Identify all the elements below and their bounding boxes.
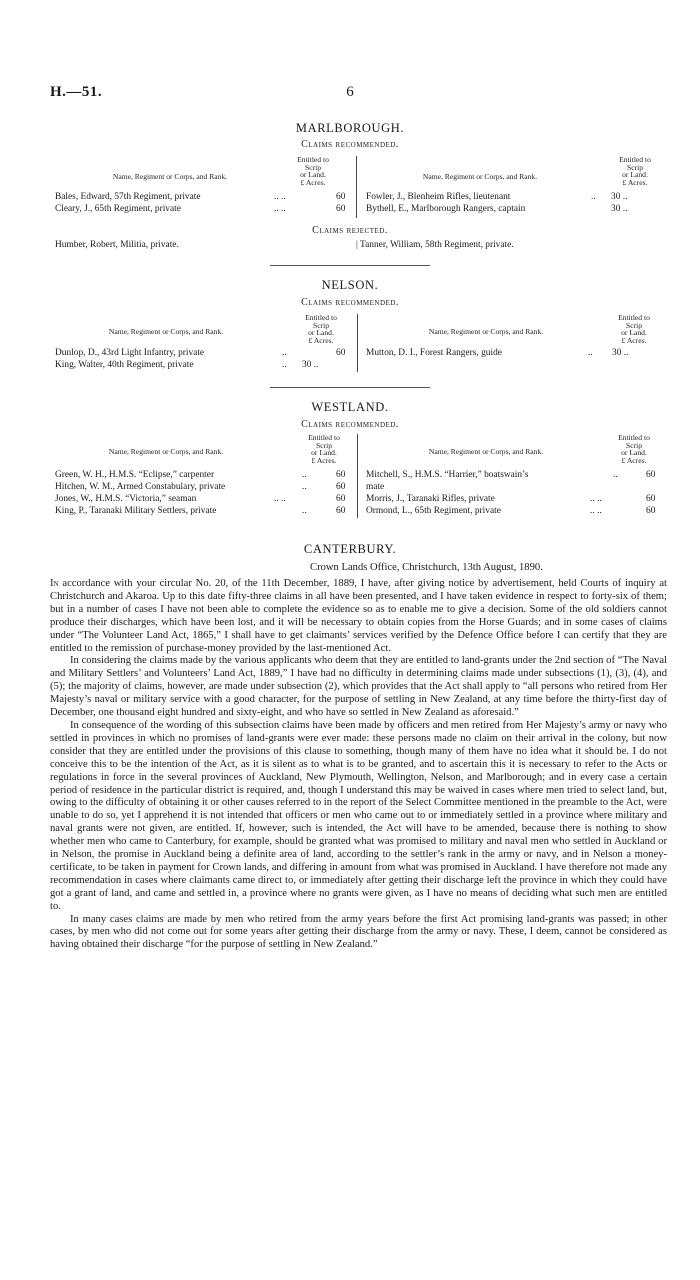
- claim-dots: ..: [302, 506, 307, 516]
- claim-value: 60: [646, 494, 656, 504]
- claim-value: 60: [336, 348, 346, 358]
- page-number: 6: [346, 84, 354, 100]
- claim-row: Mitchell, S., H.M.S. “Harrier,” boatswain’s: [366, 470, 529, 480]
- claim-row: Dunlop, D., 43rd Light Infantry, private: [55, 348, 205, 358]
- paragraph-1: In accordance with your circular No. 20, of the 11th December, 1889, I have, after giving notice by advertisement, held Courts of inquiry at Christchurch and Akaroa. Up to this date fifty-three claims in all have been presented, and I have taken evidence in respect to forty-six of them; but in a number of cases I have not been able to complete the evidence so as to enable me to give a decision. Some of the old soldiers cannot produce their discharges, which have been lost, and it will be necessary to obtain copies from the Horse Guards; and in some cases of claims under “The Volunteer Land Act, 1865,” I shall have to get claimants’ services verified by the Defence Office before I can certify that they are entitled to the remission of purchase-money provided by the last-mentioned Act.: [50, 578, 667, 654]
- column-head-name-right: Name, Regiment or Corps, and Rank.: [422, 172, 538, 181]
- claim-value: 30 ..: [611, 204, 628, 214]
- section-divider: [270, 387, 430, 388]
- paragraph-2: In considering the claims made by the various applicants who deem that they are entitled to land-grants under the 2nd section of “The Naval and Military Settlers’ and Volunteers’ Land Act, 1889,” I have had no difficulty in determining claims made under subsections (1), (3), (4), and (5); the majority of claims, however, are made under subsection (2), which provides that the Act shall apply to “all persons who retired from Her Majesty’s naval or military service with a good character, for the purpose of settling in New Zealand, at any time before the thirty-first day of December, one thousand eight hundred and sixty-eight, and who have so settled in New Zealand as aforesaid.”: [50, 655, 667, 719]
- column-head-name-left: Name, Regiment or Corps, and Rank.: [112, 172, 228, 181]
- claim-dots: ..: [302, 482, 307, 492]
- claim-row: Bythell, E., Marlborough Rangers, captain: [366, 204, 526, 214]
- claim-row: King, P., Taranaki Military Settlers, private: [55, 506, 217, 516]
- claim-value: 60: [336, 482, 346, 492]
- claim-row: Morris, J., Taranaki Rifles, private: [366, 494, 495, 504]
- column-head-name-right: Name, Regiment or Corps, and Rank.: [428, 447, 544, 456]
- claim-row: Bales, Edward, 57th Regiment, private: [55, 192, 201, 202]
- claim-value: 60: [336, 204, 346, 214]
- document-reference: H.—51.: [50, 84, 103, 100]
- claim-dots: ..: [588, 348, 593, 358]
- column-head-entitled-left: Entitled to Scrip or Land. £ Acres.: [308, 433, 340, 465]
- column-divider: [357, 434, 358, 518]
- column-head-entitled-right: Entitled to Scrip or Land. £ Acres.: [619, 155, 651, 187]
- section-title-marlborough: MARLBOROUGH.: [295, 121, 405, 135]
- claim-dots: ..: [282, 360, 287, 370]
- claim-value: 60: [336, 470, 346, 480]
- paragraph-3: In consequence of the wording of this subsection claims have been made by officers and men retired from Her Majesty’s army or navy who settled in provinces in which no promises of land-grants were ever made: these persons made no claim on their arrival in the colony, but now consider that they are entitled under the provisions of this clause to something, though many of them have no idea what it should be. I do not conceive this to be the intention of the Act, as it is silent as to what is to be granted, and to ascertain this it is necessary to refer to the Acts or regulations in force in the several provinces of Auckland, New Plymouth, Wellington, Nelson, and Marlborough; and in every case a certain period of residence in the particular district is required, and, though I understand this may be waived in cases where men tried to select land, but, owing to the difficulty of obtaining it or other causes referred to in the report of the Select Committee mentioned in the preamble to the Act, were unable to do so, yet I apprehend it is not intended that officers or men who came out to or immediately settled in a province where military and naval grants were not given, are entitled. If, however, such is intended, the Act will have to be amended, because there is nothing to show whether men who came to Canterbury, for example, should be granted what was promised to military and naval men who settled in Auckland or in Nelson, the promise in Auckland being a definite area of land, according to the settler’s rank in the army or navy, and in Nelson a money-certificate, to be taken in payment for Crown lands, and differing in amount from what was promised in Auckland. I have therefore not made any recommendation in cases where claimants came direct to, or immediately after getting their discharge left the province in which they could have got a grant of land, and came and settled in, a province where no grants were given, as I have no means of deciding what such men are entitled to.: [50, 719, 667, 912]
- claim-value: 60: [646, 470, 656, 480]
- column-head-entitled-left: Entitled to Scrip or Land. £ Acres.: [297, 155, 329, 187]
- column-head-entitled-right: Entitled to Scrip or Land. £ Acres.: [618, 313, 650, 345]
- claim-dots: .. ..: [274, 204, 286, 214]
- column-divider: [357, 314, 358, 372]
- claim-dots: .. ..: [590, 494, 602, 504]
- claim-value: 60: [336, 494, 346, 504]
- canterbury-report-body: [50, 578, 667, 952]
- claim-row: mate: [366, 482, 385, 492]
- claim-dots: ..: [282, 348, 287, 358]
- claim-row: Jones, W., H.M.S. “Victoria,” seaman: [55, 494, 197, 504]
- claim-dots: .. ..: [590, 506, 602, 516]
- claim-dots: ..: [591, 192, 596, 202]
- claim-dots: .. ..: [274, 494, 286, 504]
- dateline: Crown Lands Office, Christchurch, 13th August, 1890.: [310, 562, 543, 573]
- claim-row: Ormond, L., 65th Regiment, private: [366, 506, 501, 516]
- column-head-name-right: Name, Regiment or Corps, and Rank.: [428, 327, 544, 336]
- paragraph-4: In many cases claims are made by men who retired from the army years before the first Act promising land-grants was passed; in other cases, by men who did not come out for some years after getting their discharge from the army or navy. These, I deem, cannot be considered as having obtained their discharge “for the purpose of settling in New Zealand.”: [50, 913, 667, 951]
- column-divider: [356, 156, 357, 218]
- claim-value: 30 ..: [612, 348, 629, 358]
- section-title-westland: WESTLAND.: [311, 400, 389, 414]
- claim-row: King, Walter, 40th Regiment, private: [55, 360, 194, 370]
- claim-row: Green, W. H., H.M.S. “Eclipse,” carpenter: [55, 470, 215, 480]
- column-head-name-left: Name, Regiment or Corps, and Rank.: [108, 447, 224, 456]
- column-head-name-left: Name, Regiment or Corps, and Rank.: [108, 327, 224, 336]
- claim-dots: .. ..: [274, 192, 286, 202]
- claim-value: 30 ..: [611, 192, 628, 202]
- claim-row: Mutton, D. I., Forest Rangers, guide: [366, 348, 502, 358]
- claim-dots: ..: [613, 470, 618, 480]
- rejected-claim: Humber, Robert, Militia, private.: [55, 240, 179, 250]
- westland-recommended-title: Claims recommended.: [301, 419, 399, 430]
- nelson-recommended-title: Claims recommended.: [301, 297, 399, 308]
- claim-row: Cleary, J., 65th Regiment, private: [55, 204, 181, 214]
- rejected-claim: | Tanner, William, 58th Regiment, private.: [356, 240, 514, 250]
- section-title-nelson: NELSON.: [321, 278, 379, 292]
- marlborough-recommended-title: Claims recommended.: [301, 139, 399, 150]
- claim-value: 60: [336, 192, 346, 202]
- claim-row: Fowler, J., Blenheim Rifles, lieutenant: [366, 192, 511, 202]
- claim-value: 60: [336, 506, 346, 516]
- claim-value: 30 ..: [302, 360, 319, 370]
- claim-value: 60: [646, 506, 656, 516]
- claim-dots: ..: [302, 470, 307, 480]
- section-title-canterbury: CANTERBURY.: [303, 542, 397, 556]
- column-head-entitled-right: Entitled to Scrip or Land. £ Acres.: [618, 433, 650, 465]
- claim-row: Hitchen, W. M., Armed Constabulary, private: [55, 482, 226, 492]
- section-divider: [270, 265, 430, 266]
- marlborough-rejected-title: Claims rejected.: [312, 225, 388, 236]
- column-head-entitled-left: Entitled to Scrip or Land. £ Acres.: [305, 313, 337, 345]
